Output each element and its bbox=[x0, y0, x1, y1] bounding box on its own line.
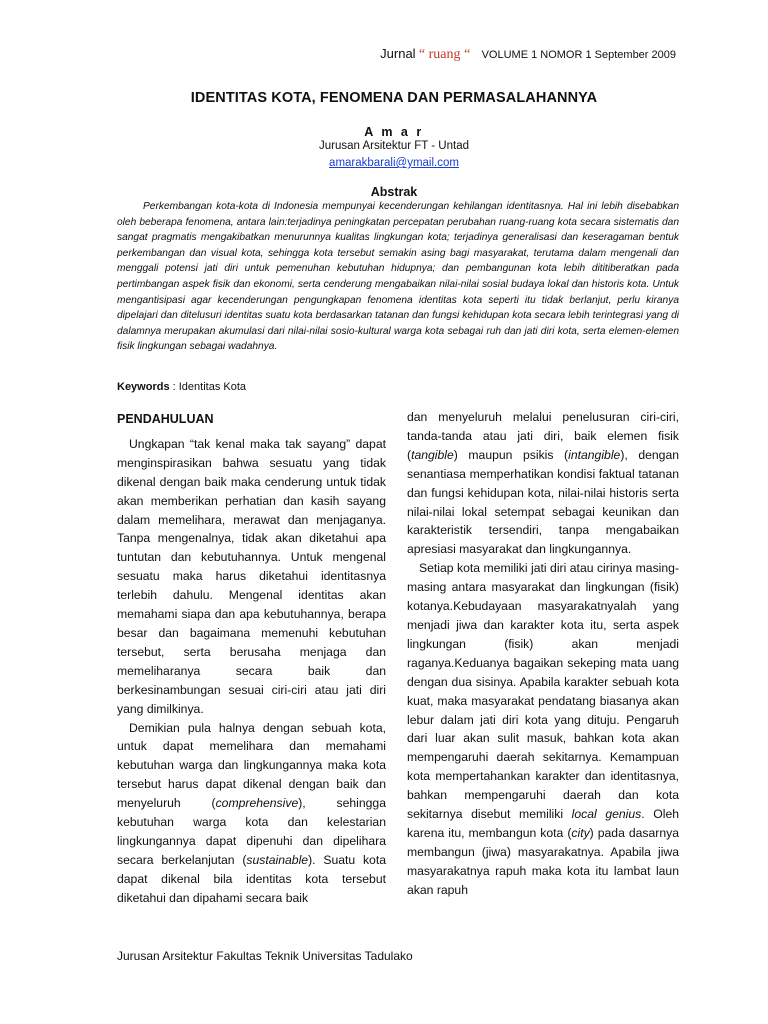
term-intangible: intangible bbox=[568, 447, 621, 462]
author-name: A m a r bbox=[364, 125, 424, 139]
paper-title: IDENTITAS KOTA, FENOMENA DAN PERMASALAHANNYA bbox=[190, 90, 598, 106]
page-footer: Jurusan Arsitektur Fakultas Teknik Universitas Tadulako bbox=[117, 949, 413, 963]
journal-header bbox=[380, 46, 676, 63]
journal-label: Jurnal bbox=[380, 46, 416, 61]
term-comprehensive: comprehensive bbox=[215, 796, 299, 811]
paragraph-3: Setiap kota memiliki jati diri atau cirinya masing-masing antara masyarakat dan lingkungan (fisik) kotanya.Kebudayaan masyarakatnyalah yang menjadi jiwa dan karakter kota itu, serta aspek lingkungan (fisik) akan menjadi raganya.Keduanya bagaikan sekeping mata uang dengan dua sisinya. Apabila karakter sebuah kota kuat, maka masyarakat pendatang biasanya akan lebur dalam jati diri kota yang dituju. Pengaruh dari luar akan sulit masuk, bahkan kota akan mempengaruhi daerah sekitarnya. Kemampuan kota mempertahankan karakter dan identitasnya, bahkan mempengaruhi daerah dan kota sekitarnya disebut memiliki local genius. Oleh karena itu, membangun kota (city) pada dasarnya membangun (jiwa) masyarakatnya. Apabila jiwa masyarakatnya rapuh maka kota itu lambat laun akan rapuh bbox=[407, 561, 679, 897]
author-affiliation: Jurusan Arsitektur FT - Untad bbox=[319, 140, 469, 152]
left-column bbox=[117, 410, 386, 908]
keywords-label: Keywords bbox=[117, 381, 170, 393]
term-sustainable: sustainable bbox=[246, 852, 309, 867]
paragraph-1: Ungkapan “tak kenal maka tak sayang” dapat menginspirasikan bahwa sesuatu yang tidak dikenal dengan baik maka cenderung untuk tidak akan memberikan perhatian dan kasih sayang dalam memelihara, merawat dan menjaganya. Tanpa mengenalnya, tidak akan diketahui apa tuntutan dan kebutuhannya. Untuk mengenal sesuatu maka harus diketahui identitasnya terlebih dahulu. Mengenal identitas akan memahami siapa dan apa kebutuhannya, berapa besar dan bagaimana memenuhi kebutuhan tersebut, serta berusaha menjaga dan memeliharanya secara baik dan berkesinambungan sesuai ciri-ciri atau jati diri yang dimilkinya. bbox=[117, 436, 386, 716]
keywords-value: Identitas Kota bbox=[178, 381, 247, 393]
section-heading: PENDAHULUAN bbox=[117, 412, 214, 426]
term-local-genius: local genius bbox=[571, 807, 642, 822]
volume-info: VOLUME 1 NOMOR 1 September 2009 bbox=[481, 49, 676, 61]
paragraph-2-c: ). Suatu kota dapat dikenal bila identitas kota tersebut diketahui dan dipahami secara baik bbox=[117, 852, 386, 905]
keywords-line bbox=[117, 381, 246, 393]
abstract-heading: Abstrak bbox=[370, 185, 418, 199]
paragraph-2-start: Demikian pula halnya dengan sebuah kota, untuk dapat memelihara dan memahami kebutuhan warga dan lingkungannya maka kota tersebut harus dapat dikenal dengan baik dan menyeluruh (comprehensive), sehingga kebutuhan warga kota dan kelestarian lingkungannya dapat dipenuhi dan dipelihara secara berkelanjutan (sustainable). Suatu kota dapat dikenal bila identitas kota tersebut diketahui dan dipahami secara baik bbox=[117, 720, 386, 905]
paragraph-2-c-tail: dan menyeluruh melalui penelusuran ciri-ciri, tanda-tanda atau jati diri, baik elemen fisik ( bbox=[407, 410, 679, 462]
keywords-separator: : bbox=[169, 381, 179, 393]
term-tangible: tangible bbox=[411, 447, 454, 462]
paragraph-2-continued: dan menyeluruh melalui penelusuran ciri-ciri, tanda-tanda atau jati diri, baik elemen fisik (tangible) maupun psikis (intangible), dengan senantiasa memperhatikan kondisi faktual tatanan dan fungsi kehidupan kota, nilai-nilai historis serta nilai-nilai lokal setempat sebagai keunikan dan karakteristik tersendiri, tanpa mengabaikan apresiasi masyarakat dan lingkungannya. bbox=[407, 410, 679, 557]
author-email-link[interactable]: amarakbarali@ymail.com bbox=[329, 157, 459, 169]
right-column bbox=[407, 408, 679, 900]
term-city: city bbox=[571, 825, 590, 840]
journal-name: “ ruang “ bbox=[418, 47, 471, 62]
abstract-text: Perkembangan kota-kota di Indonesia mempunyai kecenderungan kehilangan identitasnya. Hal ini lebih disebabkan oleh beberapa fenomena, antara lain:terjadinya peningkatan percepatan perubahan ruang-ruang kota secara sistematis dan sangat pragmatis mengakibatkan menurunnya kualitas lingkungan kota; terjadinya generalisasi dan keseragaman bentuk perkembangan dan visual kota, sehingga kota tersebut semakin asing bagi masyarakat, terutama dalam mengenali dan menggali potensi jati diri untuk pemenuhan kebutuhan hidupnya; dan pembangunan kota lebih dititiberatkan pada pertimbangan aspek fisik dan ekonomi, serta cenderung mengabaikan nilai-nilai sosial budaya lokal dan historis kota. Untuk mengantisipasi agar kecenderungan pengungkapan fenomena identitas kota seperti itu tidak berlanjut, perlu kiranya dipelajari dan ditelusuri identitas suatu kota berdasarkan tatanan dan fungsi kehidupan kota secara lebih terintegrasi yang di dalamnya merupakan akumulasi dari nilai-nilai sosio-kultural warga kota sebagai ruh dan jati diri kota, serta elemen-elemen fisik lingkungan sebagai wadahnya. bbox=[117, 201, 679, 353]
